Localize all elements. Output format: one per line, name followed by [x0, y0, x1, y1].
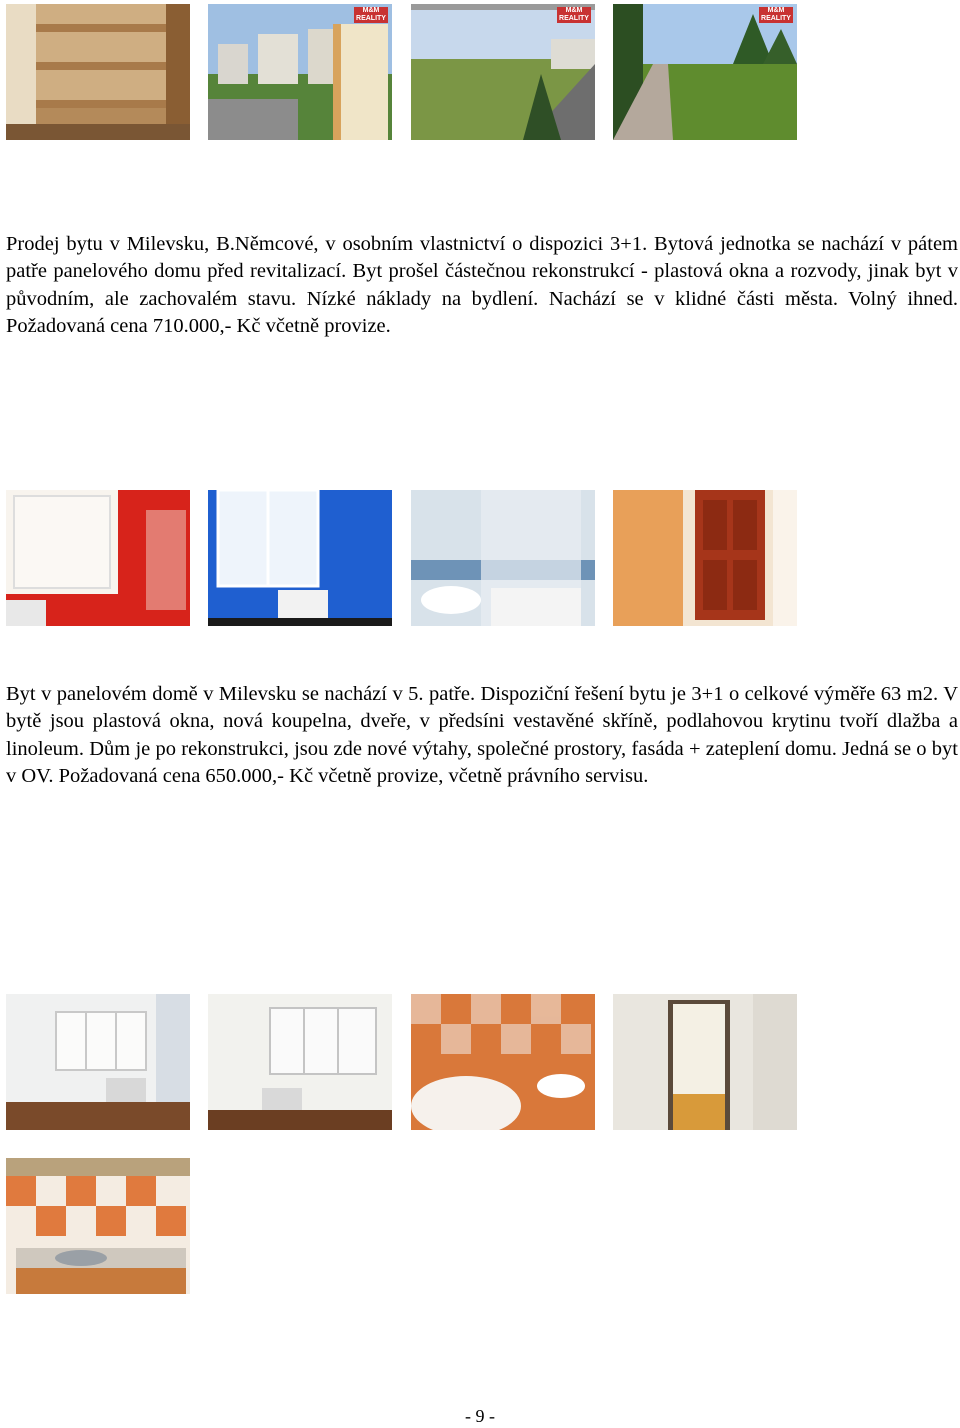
listing-description-2: Byt v panelovém domě v Milevsku se nachází v 5. patře. Dispoziční řešení bytu je 3+1 o celkové výměře 63 m2. V bytě jsou plastová okna, nová koupelna, dveře, v předsíni vestavěné skříně, podlahovou krytinu tvoří dlažba a linoleum. Dům je po rekonstrukci, jsou zde nové výtahy, společné prostory, fasáda + zateplení domu. Jedná se o byt v OV. Požadovaná cena 650.000,- Kč včetně provize, včetně právního servisu. — [6, 683, 958, 787]
view-from-window-photo — [411, 4, 595, 140]
orange-bathroom-photo — [411, 994, 595, 1130]
watermark-logo: M&M REALITY — [557, 7, 591, 23]
hallway-door-photo — [613, 490, 797, 626]
attic-shelves-photo — [6, 4, 190, 140]
empty-room-photo — [6, 994, 190, 1130]
listing-description-1: Prodej bytu v Milevsku, B.Němcové, v osobním vlastnictví o dispozici 3+1. Bytová jednotka se nachází v pátem patře panelového domu před revitalizací. Byt prošel částečnou rekonstrukcí - plastová okna a rozvody, jinak byt v původním, ale zachovalém stavu. Nízké náklady na bydlení. Nachází se v klidné části města. Volný ihned. Požadovaná cena 710.000,- Kč včetně provize. — [6, 233, 958, 337]
kitchenette-photo — [6, 1158, 190, 1294]
garden-path-photo — [613, 4, 797, 140]
red-room-photo — [6, 490, 190, 626]
blue-room-photo — [208, 490, 392, 626]
panel-blocks-photo — [208, 4, 392, 140]
bathroom-photo — [411, 490, 595, 626]
page-number: - 9 - — [465, 1406, 495, 1426]
room-windows-photo — [208, 994, 392, 1130]
doorway-photo — [613, 994, 797, 1130]
watermark-logo: M&M REALITY — [759, 7, 793, 23]
watermark-logo: M&M REALITY — [354, 7, 388, 23]
